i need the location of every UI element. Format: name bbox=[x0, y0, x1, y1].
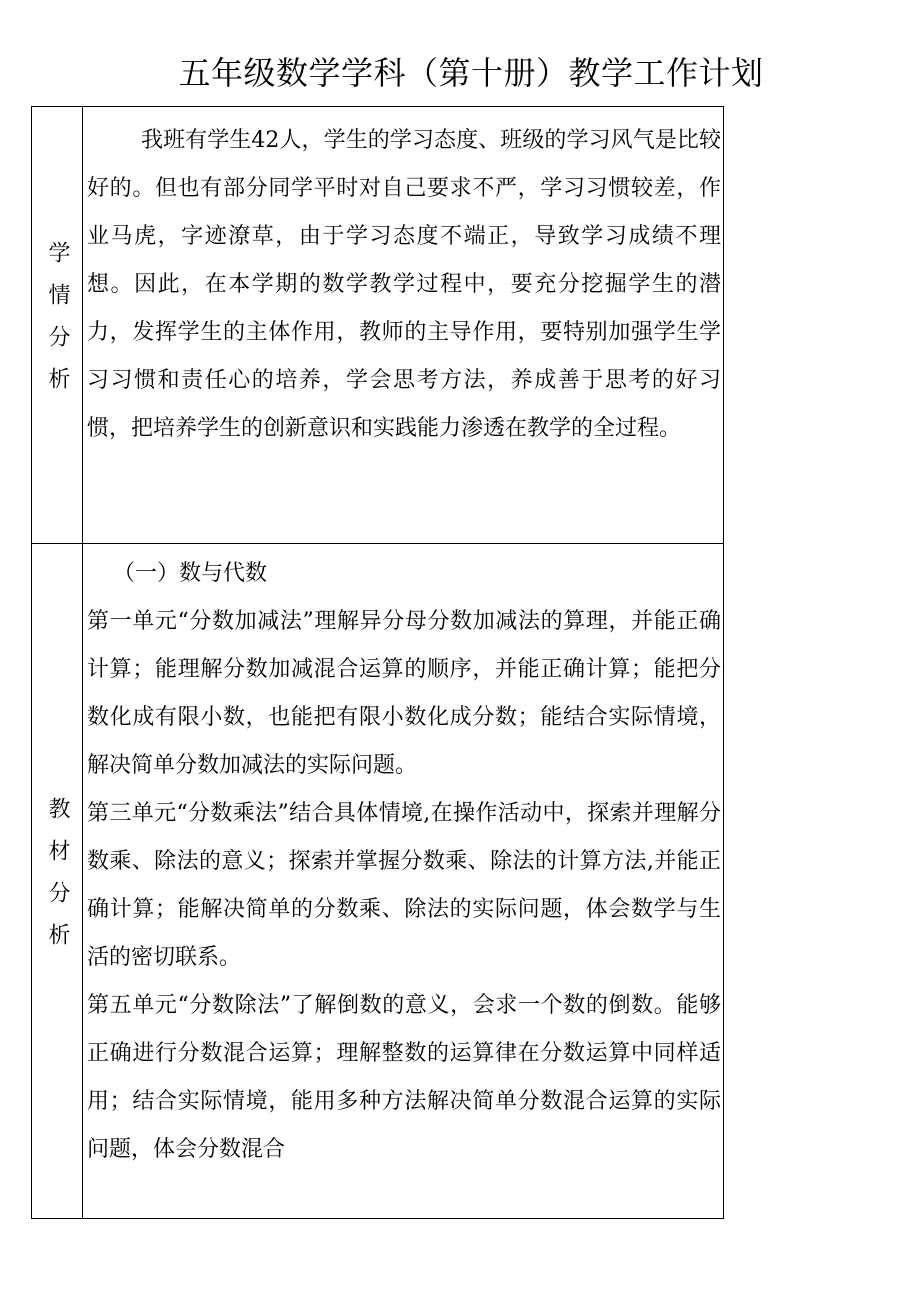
unit-1-paragraph: 第一单元“分数加减法”理解异分母分数加减法的算理，并能正确计算；能理解分数加减混合运算的顺序，并能正确计算；能把分数化成有限小数，也能把有限小数化成分数；能结合实际情境，解决简单分数加减法的实际问题。 bbox=[87, 609, 721, 778]
plan-table bbox=[31, 106, 724, 1219]
row-label-textbook-analysis: 教材分析 bbox=[45, 797, 70, 965]
unit-3-paragraph: 第三单元“分数乘法”结合具体情境,在操作活动中，探索并理解分数乘、除法的意义；探索并掌握分数乘、除法的计算方法,并能正确计算；能解决简单的分数乘、除法的实际问题，体会数学与生活的密切联系。 bbox=[87, 801, 721, 970]
row-label-cell bbox=[32, 544, 83, 1218]
table-row-textbook-analysis bbox=[32, 544, 724, 1219]
row-label-student-analysis: 学情分析 bbox=[45, 241, 70, 409]
student-analysis-paragraph: 我班有学生42人，学生的学习态度、班级的学习风气是比较好的。但也有部分同学平时对自己要求不严，学习习惯较差，作业马虎，字迹潦草，由于学习态度不端正，导致学习成绩不理想。因此，在本学期的数学教学过程中，要充分挖掘学生的潜力，发挥学生的主体作用，教师的主导作用，要特别加强学生学习习惯和责任心的培养，学会思考方法，养成善于思考的好习惯，把培养学生的创新意识和实践能力渗透在教学的全过程。 bbox=[87, 128, 721, 441]
unit-5-paragraph: 第五单元“分数除法”了解倒数的意义，会求一个数的倒数。能够正确进行分数混合运算；理解整数的运算律在分数运算中同样适用；结合实际情境，能用多种方法解决简单分数混合运算的实际问题，体会分数混合 bbox=[87, 993, 721, 1162]
document-title: 五年级数学学科（第十册）教学工作计划 bbox=[178, 54, 764, 92]
student-analysis-content bbox=[83, 107, 724, 543]
table-row-student-analysis bbox=[32, 107, 724, 544]
row-label-cell bbox=[32, 107, 83, 543]
section-subheading: （一）数与代数 bbox=[113, 561, 268, 586]
textbook-analysis-content bbox=[83, 544, 724, 1218]
